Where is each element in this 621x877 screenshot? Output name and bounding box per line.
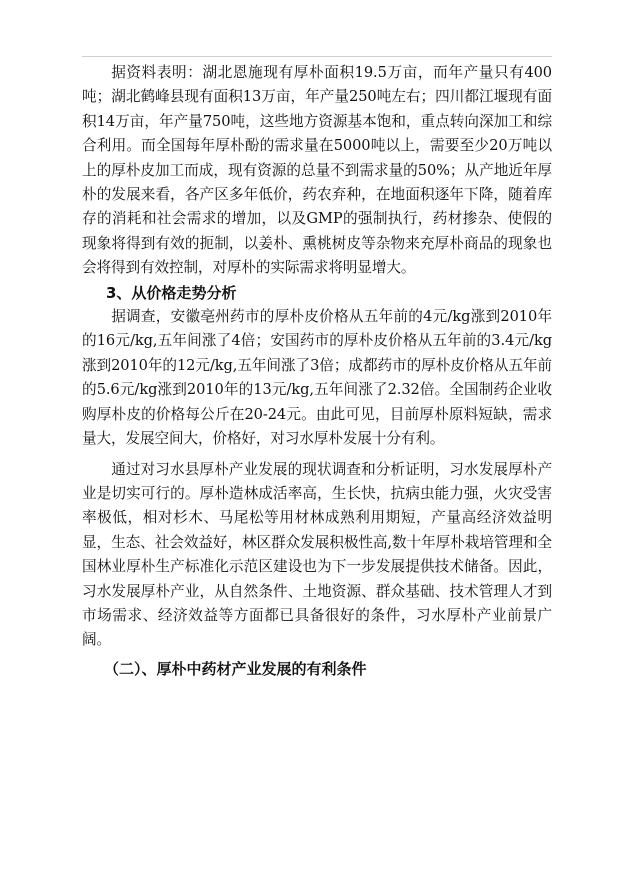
- section-heading-price-trend: 3、从价格走势分析: [106, 283, 237, 302]
- document-body: [82, 61, 552, 681]
- paragraph-resource-data: 据资料表明：湖北恩施现有厚朴面积19.5万亩，而年产量只有400吨；湖北鹤峰县现有面积13万亩，年产量250吨左右；四川都江堰现有面积14万亩，年产量750吨，这些地方资源基本饱和，重点转向深加工和综合利用。而全国每年厚朴酚的需求量在5000吨以上，需要至少20万吨以上的厚朴皮加工而成，现有资源的总量不到需求量的50%；从产地近年厚朴的发展来看，各产区多年低价，药农弃种，在地面积逐年下降，随着库存的消耗和社会需求的增加，以及GMP的强制执行，药材掺杂、使假的现象将得到有效的扼制，以姜朴、熏桃树皮等杂物来充厚朴商品的现象也会将得到有效控制，对厚朴的实际需求将明显增大。: [82, 64, 552, 277]
- paragraph-price-survey: 据调查，安徽亳州药市的厚朴皮价格从五年前的4元/kg涨到2010年的16元/kg,五年间涨了4倍；安国药市的厚朴皮价格从五年前的3.4元/kg涨到2010年的12元/kg,五年间涨了3倍；成都药市的厚朴皮价格从五年前的5.6元/kg涨到2010年的13元/kg,五年间涨了2.32倍。全国制药企业收购厚朴皮的价格每公斤在20-24元。由此可见，目前厚朴原料短缺，需求量大，发展空间大，价格好，对习水厚朴发展十分有利。: [82, 308, 552, 448]
- header-rule: [82, 56, 552, 57]
- chapter-heading-favorable-conditions: （二）、厚朴中药材产业发展的有利条件: [104, 659, 367, 678]
- paragraph-conclusion: 通过对习水县厚朴产业发展的现状调查和分析证明，习水发展厚朴产业是切实可行的。厚朴造林成活率高，生长快，抗病虫能力强，火灾受害率极低，相对杉木、马尾松等用材林成熟利用期短，产量高经济效益明显，生态、社会效益好，林区群众发展积极性高,数十年厚朴栽培管理和全国林业厚朴生产标准化示范区建设也为下一步发展提供技术储备。因此，习水发展厚朴产业，从自然条件、土地资源、群众基础、技术管理人才到市场需求、经济效益等方面都已具备很好的条件，习水厚朴产业前景广阔。: [82, 460, 552, 649]
